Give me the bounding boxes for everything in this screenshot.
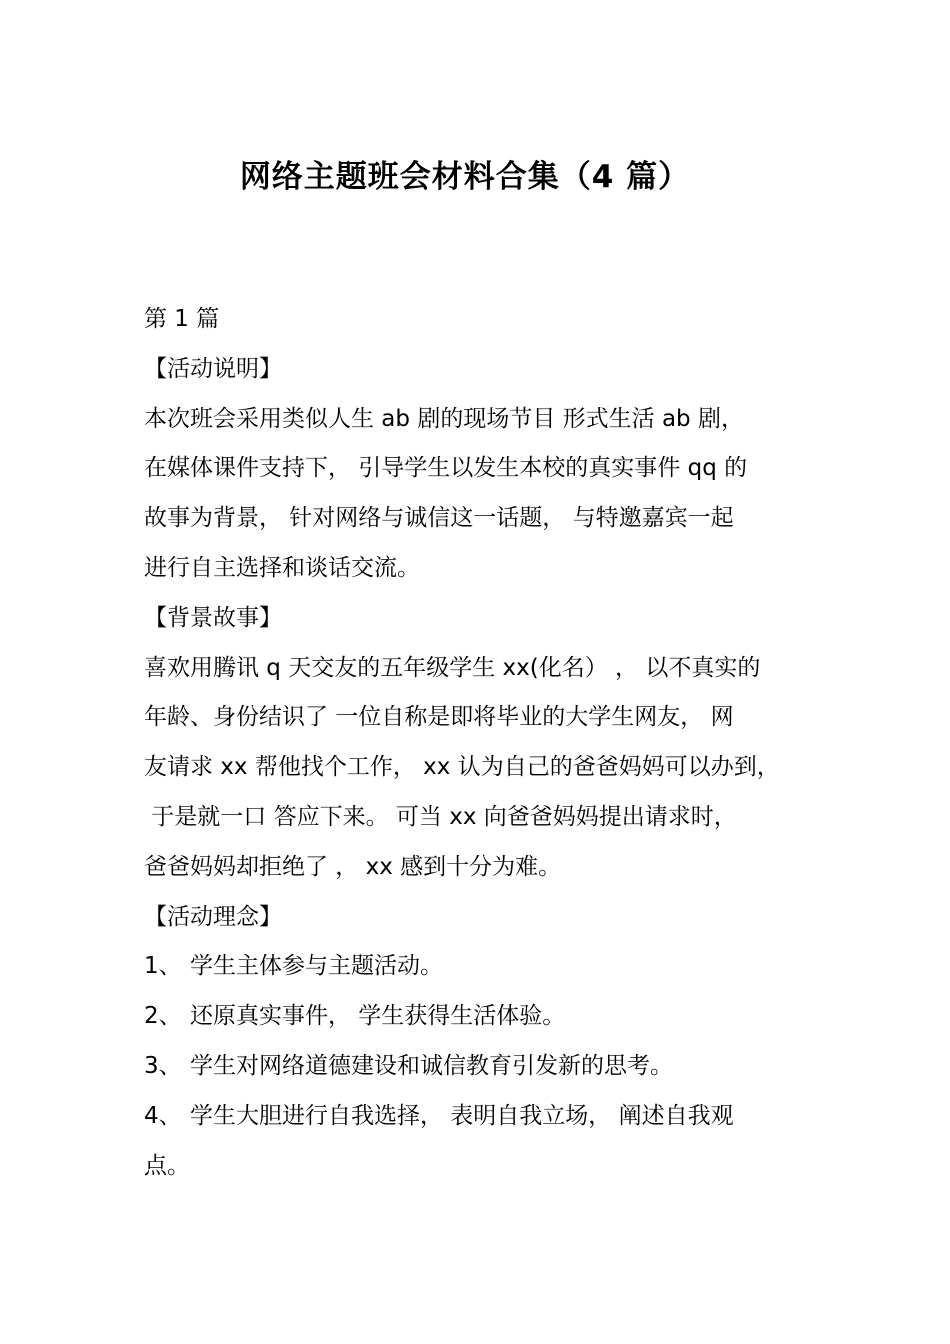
paragraph-line: 故事为背景， 针对网络与诚信这一话题， 与特邀嘉宾一起 xyxy=(144,505,734,532)
paragraph-line: 于是就一口 答应下来。 可当 xx 向爸爸妈妈提出请求时， xyxy=(144,803,737,830)
paragraph-line: 喜欢用腾讯 q 天交友的五年级学生 xx(化名） ， 以不真实的 xyxy=(144,654,761,681)
heading-activity-concept: 【活动理念】 xyxy=(144,903,282,930)
list-item-text: 学生大胆进行自我选择， 表明自我立场， 阐述自我观 xyxy=(190,1102,734,1129)
document-body xyxy=(144,295,844,1191)
section-heading-part-1: 第 1 篇 xyxy=(144,306,220,332)
paragraph-line: 进行自主选择和谈话交流。 xyxy=(144,554,420,581)
list-item-text: 学生主体参与主题活动。 xyxy=(190,953,443,980)
list-item-number: 2、 xyxy=(144,1003,182,1030)
paragraph-line: 在媒体课件支持下， 引导学生以发生本校的真实事件 qq 的 xyxy=(144,455,748,482)
paragraph-line: 友请求 xx 帮他找个工作， xx 认为自己的爸爸妈妈可以办到， xyxy=(144,754,780,781)
list-item-number: 1、 xyxy=(144,953,182,980)
paragraph-line: 爸爸妈妈却拒绝了 ， xx 感到十分为难。 xyxy=(144,853,562,880)
list-item-number: 4、 xyxy=(144,1102,182,1129)
list-item-number: 3、 xyxy=(144,1052,182,1079)
document-title: 网络主题班会材料合集（4 篇） xyxy=(239,159,691,195)
heading-activity-description: 【活动说明】 xyxy=(144,355,282,382)
list-item-text: 学生对网络道德建设和诚信教育引发新的思考。 xyxy=(190,1052,673,1079)
paragraph-line: 年龄、身份结识了 一位自称是即将毕业的大学生网友， 网 xyxy=(144,704,734,731)
paragraph-line: 点。 xyxy=(144,1152,190,1179)
list-item xyxy=(144,942,844,992)
list-item xyxy=(144,992,844,1042)
list-item xyxy=(144,1042,844,1092)
heading-background-story: 【背景故事】 xyxy=(144,604,282,631)
list-item-text: 还原真实事件， 学生获得生活体验。 xyxy=(190,1003,566,1030)
paragraph-line: 本次班会采用类似人生 ab 剧的现场节目 形式生活 ab 剧， xyxy=(144,405,744,432)
list-item xyxy=(144,1092,844,1142)
